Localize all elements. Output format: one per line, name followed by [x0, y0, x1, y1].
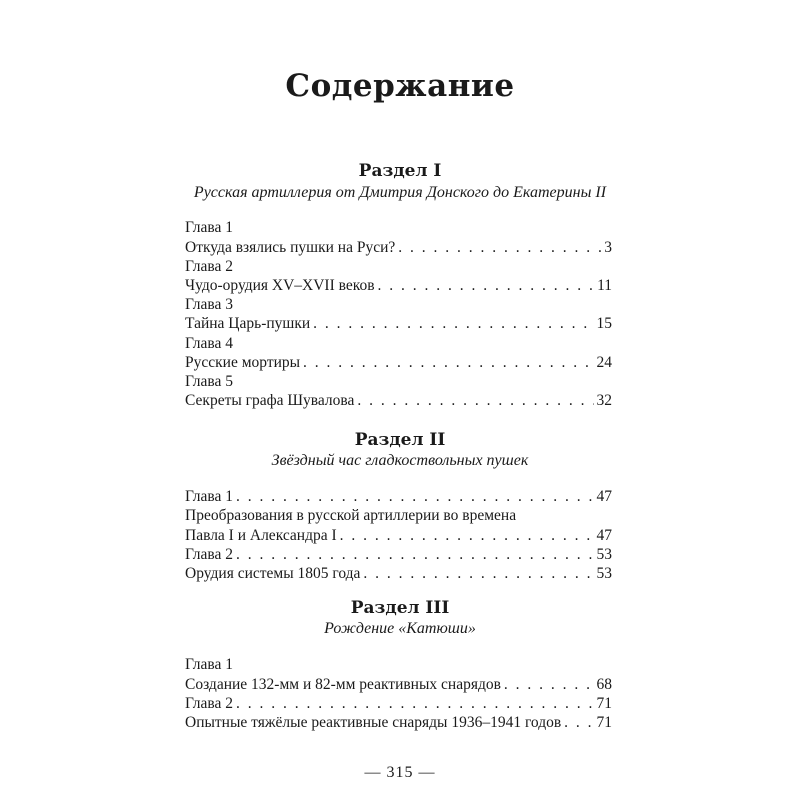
toc-line[interactable]	[185, 527, 612, 547]
dot-leader	[303, 354, 593, 372]
toc-line-text: Русские мортиры	[185, 354, 301, 371]
toc-line-text: Орудия системы 1805 года	[185, 565, 361, 582]
toc-line[interactable]	[185, 277, 612, 297]
toc-line-text: Тайна Царь-пушки	[185, 315, 311, 332]
toc-line-text: Глава 1	[185, 656, 234, 673]
dot-leader	[236, 488, 593, 506]
dot-leader	[363, 565, 593, 583]
toc-line-text: Павла I и Александра I	[185, 527, 337, 544]
toc-line	[185, 507, 612, 527]
dot-leader	[398, 239, 601, 257]
toc-line[interactable]	[185, 315, 612, 335]
toc-line	[185, 656, 612, 676]
toc-line-text: Откуда взялись пушки на Руси?	[185, 239, 396, 256]
toc-line-text: Глава 1	[185, 488, 234, 505]
toc-line[interactable]	[185, 695, 612, 715]
toc-page-number: 68	[596, 676, 612, 693]
dot-leader	[313, 315, 593, 333]
toc-line-text: Глава 2	[185, 695, 234, 712]
dot-leader	[340, 527, 594, 545]
dot-leader	[564, 714, 593, 732]
toc-line-text: Преобразования в русской артиллерии во времена	[185, 507, 517, 524]
toc-line[interactable]	[185, 714, 612, 734]
toc-line-text: Глава 4	[185, 335, 234, 352]
toc-line[interactable]	[185, 676, 612, 696]
toc-line-text: Глава 1	[185, 219, 234, 236]
toc-page-number: 53	[596, 565, 612, 582]
toc-page-number: 3	[604, 239, 612, 256]
toc-page-number: 53	[596, 546, 612, 563]
toc-page-number: 11	[597, 277, 612, 294]
toc-line-text: Создание 132-мм и 82-мм реактивных снарядов	[185, 676, 501, 693]
toc-page-number: 71	[596, 714, 612, 731]
toc-page-number: 71	[596, 695, 612, 712]
toc-line	[185, 296, 612, 316]
toc-page-number: 47	[596, 488, 612, 505]
toc-page-number: 15	[596, 315, 612, 332]
section-1-subtitle: Русская артиллерия от Дмитрия Донского до Екатерины II	[193, 184, 607, 201]
section-1-heading: Раздел I	[358, 161, 442, 181]
toc-line	[185, 258, 612, 278]
section-3-subtitle: Рождение «Катюши»	[324, 620, 476, 637]
toc-line[interactable]	[185, 488, 612, 508]
toc-line-text: Глава 5	[185, 373, 234, 390]
toc-page-number: 47	[596, 527, 612, 544]
toc-page-number: 24	[596, 354, 612, 371]
toc-line[interactable]	[185, 392, 612, 412]
toc-line[interactable]	[185, 565, 612, 585]
toc-line[interactable]	[185, 546, 612, 566]
dot-leader	[357, 392, 593, 410]
dot-leader	[236, 695, 593, 713]
toc-line-text: Глава 2	[185, 258, 234, 275]
section-3-heading: Раздел III	[350, 598, 450, 618]
toc-line-text: Глава 3	[185, 296, 234, 313]
toc-line	[185, 335, 612, 355]
toc-line-text: Секреты графа Шувалова	[185, 392, 355, 409]
toc-line	[185, 219, 612, 239]
section-2-subtitle: Звёздный час гладкоствольных пушек	[271, 452, 529, 469]
toc-line-text: Опытные тяжёлые реактивные снаряды 1936–1941 годов	[185, 714, 562, 731]
dot-leader	[504, 676, 594, 694]
toc-line[interactable]	[185, 239, 612, 259]
page-title: Содержание	[285, 68, 515, 104]
section-2-heading: Раздел II	[354, 430, 446, 450]
toc-line[interactable]	[185, 354, 612, 374]
toc-line-text: Чудо-орудия XV–XVII веков	[185, 277, 375, 294]
page-number-footer: — 315 —	[364, 764, 436, 781]
toc-line	[185, 373, 612, 393]
dot-leader	[378, 277, 595, 295]
toc-page-number: 32	[596, 392, 612, 409]
dot-leader	[236, 546, 593, 564]
toc-line-text: Глава 2	[185, 546, 234, 563]
